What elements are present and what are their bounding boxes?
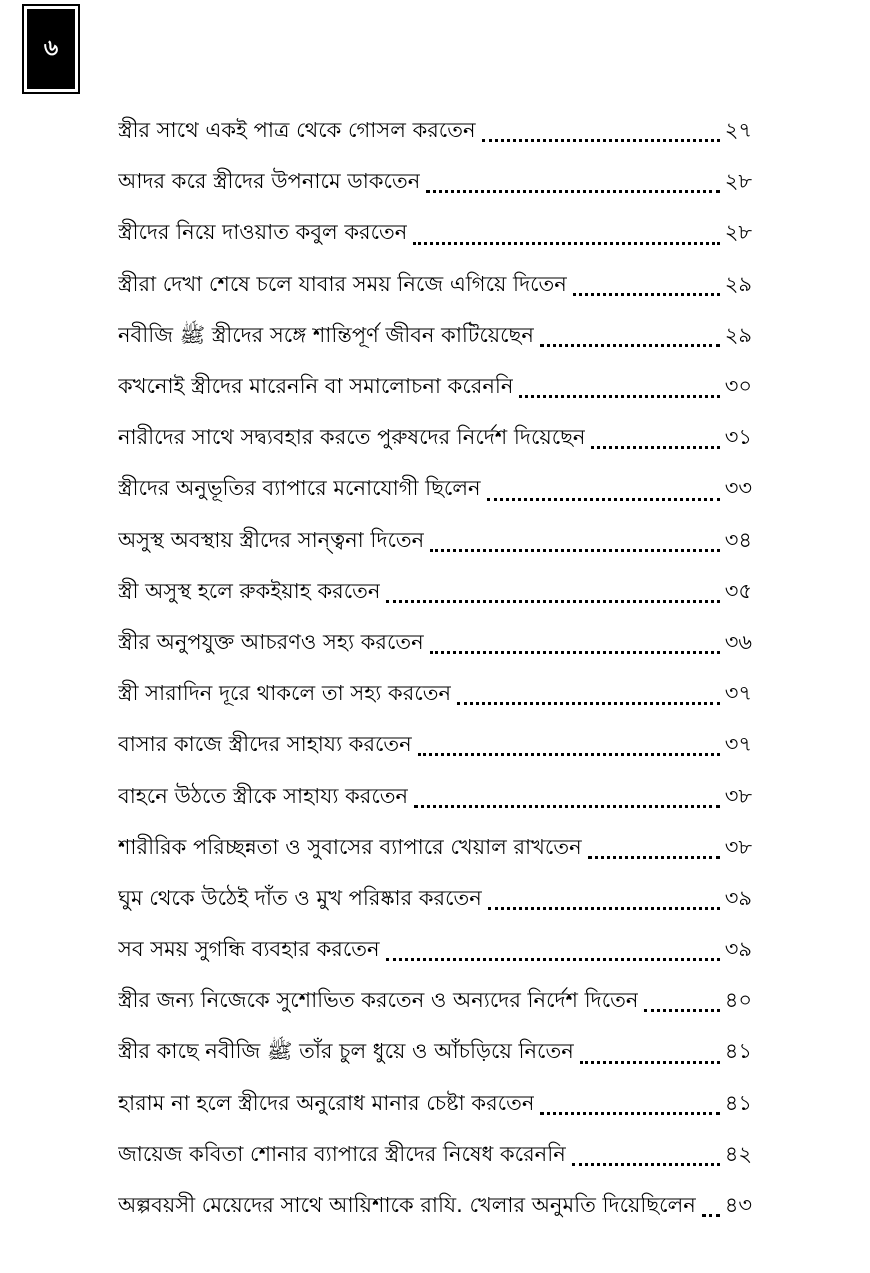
toc-entry-title: স্ত্রীর কাছে নবীজি ﷺ তাঁর চুল ধুয়ে ও আঁচড়িয়ে নিতেন — [118, 1039, 574, 1064]
toc-entry-title: সব সময় সুগন্ধি ব্যবহার করতেন — [118, 937, 380, 962]
toc-dot-leader — [540, 329, 720, 347]
toc-entry — [118, 208, 752, 259]
toc-dot-leader — [430, 636, 720, 654]
toc-entry-title: কখনোই স্ত্রীদের মারেননি বা সমালোচনা করেননি — [118, 374, 514, 399]
toc-entry — [118, 1181, 752, 1232]
toc-entry-page: ৩৫ — [724, 578, 752, 603]
toc-entry — [118, 413, 752, 464]
toc-entry-title: স্ত্রীদের নিয়ে দাওয়াত কবুল করতেন — [118, 220, 408, 245]
toc-entry-title: ঘুম থেকে উঠেই দাঁত ও মুখ পরিষ্কার করতেন — [118, 885, 482, 910]
toc-dot-leader — [418, 738, 720, 756]
toc-dot-leader — [487, 483, 720, 501]
toc-entry-title: অসুস্থ অবস্থায় স্ত্রীদের সান্ত্বনা দিতেন — [118, 527, 425, 552]
toc-entry-title: স্ত্রীর সাথে একই পাত্র থেকে গোসল করতেন — [118, 118, 476, 143]
toc-entry-title: স্ত্রী অসুস্থ হলে রুকইয়াহ করতেন — [118, 578, 381, 603]
toc-entry-page: ৩৯ — [724, 885, 752, 910]
toc-entry-page: ৩০ — [724, 374, 752, 399]
toc-entry — [118, 720, 752, 771]
toc-entry — [118, 823, 752, 874]
toc-entry-page: ৪৩ — [724, 1193, 752, 1218]
toc-entry — [118, 311, 752, 362]
toc-dot-leader — [457, 687, 720, 705]
toc-entry-title: অল্পবয়সী মেয়েদের সাথে আয়িশাকে রাযি. খেলার অনুমতি দিয়েছিলেন — [118, 1193, 696, 1218]
toc-entry-title: স্ত্রীরা দেখা শেষে চলে যাবার সময় নিজে এগিয়ে দিতেন — [118, 271, 567, 296]
table-of-contents — [118, 106, 752, 1232]
toc-dot-leader — [519, 380, 720, 398]
toc-entry-title: স্ত্রীর জন্য নিজেকে সুশোভিত করতেন ও অন্যদের নির্দেশ দিতেন — [118, 988, 639, 1013]
toc-dot-leader — [386, 585, 720, 603]
toc-entry-page: ৪১ — [724, 1090, 752, 1115]
page-number: ৬ — [27, 9, 75, 89]
toc-entry-page: ৩৩ — [724, 476, 752, 501]
toc-entry-title: হারাম না হলে স্ত্রীদের অনুরোধ মানার চেষ্টা করতেন — [118, 1090, 535, 1115]
toc-entry-page: ২৮ — [724, 169, 752, 194]
toc-dot-leader — [572, 1148, 720, 1166]
toc-entry — [118, 771, 752, 822]
toc-entry-title: স্ত্রীদের অনুভূতির ব্যাপারে মনোযোগী ছিলেন — [118, 476, 481, 501]
toc-entry — [118, 260, 752, 311]
toc-entry-page: ৪১ — [724, 1039, 752, 1064]
toc-entry-page: ৩৯ — [724, 937, 752, 962]
toc-dot-leader — [644, 994, 720, 1012]
toc-entry-page: ২৯ — [724, 322, 752, 347]
toc-entry — [118, 976, 752, 1027]
toc-dot-leader — [482, 124, 720, 142]
toc-entry — [118, 362, 752, 413]
toc-dot-leader — [386, 943, 720, 961]
toc-entry-page: ২৭ — [724, 118, 752, 143]
toc-entry — [118, 1027, 752, 1078]
toc-entry-page: ৩৭ — [724, 681, 752, 706]
toc-entry-page: ৪০ — [724, 988, 752, 1013]
toc-entry-title: বাসার কাজে স্ত্রীদের সাহায্য করতেন — [118, 732, 412, 757]
toc-entry — [118, 106, 752, 157]
toc-entry-title: নবীজি ﷺ স্ত্রীদের সঙ্গে শান্তিপূর্ণ জীবন কাটিয়েছেন — [118, 322, 534, 347]
toc-entry — [118, 516, 752, 567]
toc-entry-title: স্ত্রী সারাদিন দূরে থাকলে তা সহ্য করতেন — [118, 681, 451, 706]
toc-entry — [118, 157, 752, 208]
toc-entry-page: ৪২ — [724, 1141, 752, 1166]
toc-entry — [118, 925, 752, 976]
toc-entry — [118, 874, 752, 925]
toc-dot-leader — [414, 790, 720, 808]
toc-entry — [118, 618, 752, 669]
toc-entry-title: বাহনে উঠতে স্ত্রীকে সাহায্য করতেন — [118, 783, 409, 808]
toc-entry-title: জায়েজ কবিতা শোনার ব্যাপারে স্ত্রীদের নিষেধ করেননি — [118, 1141, 566, 1166]
toc-entry-page: ৩৭ — [724, 732, 752, 757]
toc-entry — [118, 1130, 752, 1181]
toc-dot-leader — [591, 431, 720, 449]
toc-entry — [118, 669, 752, 720]
toc-entry-page: ৩৮ — [724, 783, 752, 808]
toc-entry-title: নারীদের সাথে সদ্ব্যবহার করতে পুরুষদের নির্দেশ দিয়েছেন — [118, 425, 586, 450]
toc-entry — [118, 464, 752, 515]
toc-dot-leader — [413, 227, 720, 245]
toc-entry-title: স্ত্রীর অনুপযুক্ত আচরণও সহ্য করতেন — [118, 629, 424, 654]
toc-entry-page: ৩৬ — [724, 629, 752, 654]
toc-entry-title: আদর করে স্ত্রীদের উপনামে ডাকতেন — [118, 169, 421, 194]
toc-dot-leader — [540, 1097, 720, 1115]
toc-dot-leader — [488, 892, 720, 910]
toc-dot-leader — [573, 278, 720, 296]
toc-dot-leader — [580, 1046, 720, 1064]
toc-entry-page: ৩১ — [724, 425, 752, 450]
toc-dot-leader — [430, 534, 720, 552]
toc-entry-page: ২৮ — [724, 220, 752, 245]
toc-entry-page: ৩৪ — [724, 527, 752, 552]
page-number-badge — [22, 4, 80, 94]
toc-dot-leader — [426, 175, 720, 193]
toc-entry-title: শারীরিক পরিচ্ছন্নতা ও সুবাসের ব্যাপারে খেয়াল রাখতেন — [118, 834, 582, 859]
toc-entry-page: ২৯ — [724, 271, 752, 296]
toc-dot-leader — [702, 1199, 720, 1217]
toc-dot-leader — [588, 841, 720, 859]
toc-entry-page: ৩৮ — [724, 834, 752, 859]
toc-entry — [118, 567, 752, 618]
toc-entry — [118, 1079, 752, 1130]
